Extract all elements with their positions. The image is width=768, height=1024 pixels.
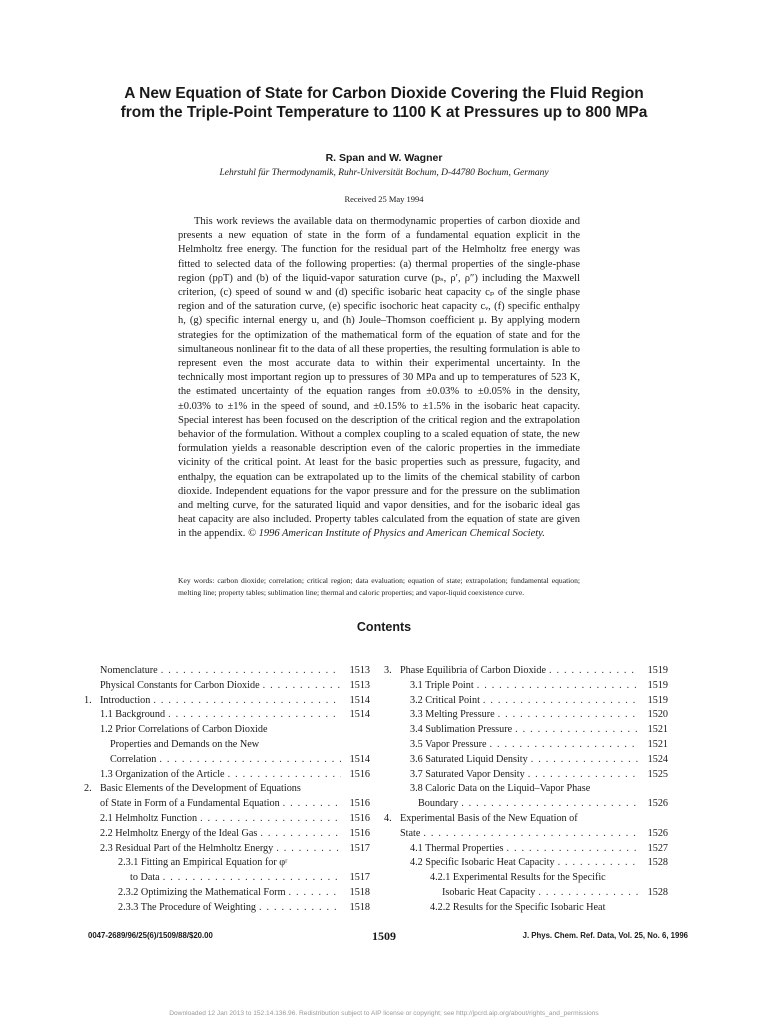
toc-entry-title: Properties and Demands on the New <box>110 738 260 750</box>
toc-entry-page: 1513 <box>349 665 370 676</box>
toc-leader-dots <box>168 708 341 723</box>
toc-right-column <box>384 664 668 916</box>
toc-entry-title: to Data <box>130 872 160 884</box>
keywords: Key words: carbon dioxide; correlation; critical region; data evaluation; equation of state; extrapolation; fundamental equation; melting line; property tables; sublimation line; thermal and caloric properties; and vapor-liquid coexistence curve. <box>178 576 580 597</box>
toc-entry-number: 4. <box>384 812 392 824</box>
toc-entry-title: 2.3.3 The Procedure of Weighting <box>118 901 257 913</box>
article-title <box>40 84 728 122</box>
toc-entry-title: 3.2 Critical Point <box>410 694 480 706</box>
toc-entry <box>84 782 370 797</box>
toc-leader-dots <box>461 797 639 812</box>
journal-citation: J. Phys. Chem. Ref. Data, Vol. 25, No. 6, 1996 <box>522 931 688 940</box>
toc-entry <box>84 723 370 738</box>
toc-left-column <box>84 664 370 916</box>
footer-code: 0047-2689/96/25(6)/1509/88/$20.00 <box>88 931 213 940</box>
toc-entry-number: 1. <box>84 694 92 706</box>
toc-leader-dots <box>161 664 341 679</box>
toc-entry <box>84 812 370 827</box>
toc-entry-number: 3. <box>384 665 392 676</box>
toc-entry <box>84 856 370 871</box>
toc-entry-page: 1518 <box>349 886 370 898</box>
toc-entry-page: 1514 <box>349 694 370 706</box>
toc-entry-title: 4.2.1 Experimental Results for the Specific <box>430 872 606 884</box>
toc-entry-title: of State in Form of a Fundamental Equation <box>100 798 280 810</box>
toc-leader-dots <box>423 827 639 842</box>
toc-entry-title: 3.3 Melting Pressure <box>410 709 495 721</box>
toc-entry-page: 1520 <box>647 709 668 721</box>
toc-entry <box>384 768 668 783</box>
toc-leader-dots <box>477 679 639 694</box>
toc-entry <box>84 738 370 753</box>
toc-entry <box>84 708 370 723</box>
toc-entry <box>384 694 668 709</box>
toc-entry-page: 1526 <box>647 798 668 810</box>
toc-entry <box>384 664 668 679</box>
toc-leader-dots <box>228 768 341 783</box>
toc-leader-dots <box>263 679 341 694</box>
toc-leader-dots <box>483 694 639 709</box>
toc-entry <box>384 842 668 857</box>
toc-entry-page: 1516 <box>349 827 370 839</box>
toc-entry-title: Isobaric Heat Capacity <box>442 886 536 898</box>
toc-leader-dots <box>531 753 639 768</box>
toc-entry <box>384 901 668 916</box>
toc-entry <box>84 664 370 679</box>
toc-entry <box>84 842 370 857</box>
toc-leader-dots <box>163 871 341 886</box>
abstract <box>178 215 580 542</box>
toc-entry-title: 3.1 Triple Point <box>410 679 474 691</box>
download-notice: Downloaded 12 Jan 2013 to 152.14.136.96. Redistribution subject to AIP license or copyright; see http://jpcrd.aip.org/about/rights_and_permissions <box>169 1010 599 1017</box>
toc-entry <box>84 679 370 694</box>
toc-entry <box>84 886 370 901</box>
toc-entry <box>384 782 668 797</box>
toc-entry-page: 1519 <box>647 665 668 676</box>
toc-entry <box>84 694 370 709</box>
toc-entry-title: 3.6 Saturated Liquid Density <box>410 753 528 765</box>
received-date: Received 25 May 1994 <box>344 194 424 204</box>
toc-entry-page: 1518 <box>349 901 370 913</box>
toc-entry <box>84 768 370 783</box>
toc-entry-page: 1517 <box>349 872 370 884</box>
toc-entry <box>84 827 370 842</box>
toc-leader-dots <box>538 886 639 901</box>
authors: R. Span and W. Wagner <box>325 152 443 164</box>
toc-entry-title: 3.7 Saturated Vapor Density <box>410 768 525 780</box>
toc-leader-dots <box>276 842 341 857</box>
toc-entry-title: 2.3.1 Fitting an Empirical Equation for φʳ <box>118 857 288 869</box>
contents-heading: Contents <box>356 620 412 634</box>
toc-leader-dots <box>498 708 639 723</box>
toc-entry <box>384 738 668 753</box>
toc-entry-title: 1.2 Prior Correlations of Carbon Dioxide <box>100 724 268 736</box>
toc-entry-page: 1514 <box>349 753 370 765</box>
toc-entry <box>384 753 668 768</box>
toc-entry-title: Introduction <box>100 694 151 706</box>
toc-entry <box>384 679 668 694</box>
toc-entry-title: 2.3 Residual Part of the Helmholtz Energy <box>100 842 274 854</box>
toc-entry-title: Boundary <box>418 798 459 810</box>
toc-entry <box>384 871 668 886</box>
toc-leader-dots <box>558 856 639 871</box>
toc-entry <box>84 753 370 768</box>
toc-entry <box>384 827 668 842</box>
toc-leader-dots <box>260 827 341 842</box>
toc-entry-title: 4.1 Thermal Properties <box>410 842 504 854</box>
toc-leader-dots <box>506 842 639 857</box>
toc-leader-dots <box>159 753 341 768</box>
toc-entry-page: 1516 <box>349 812 370 824</box>
toc-entry <box>84 797 370 812</box>
toc-entry-title: Nomenclature <box>100 665 158 676</box>
toc-entry-title: 2.1 Helmholtz Function <box>100 812 198 824</box>
toc-entry-page: 1528 <box>647 886 668 898</box>
toc-leader-dots <box>200 812 341 827</box>
toc-leader-dots <box>153 694 341 709</box>
toc-entry-page: 1516 <box>349 798 370 810</box>
toc-entry-title: Correlation <box>110 753 157 765</box>
toc-leader-dots <box>549 664 639 679</box>
page-number: 1509 <box>372 929 396 943</box>
toc-leader-dots <box>490 738 640 753</box>
toc-entry-page: 1528 <box>647 857 668 869</box>
toc-entry-title: 4.2 Specific Isobaric Heat Capacity <box>410 857 555 869</box>
toc-entry-page: 1519 <box>647 679 668 691</box>
toc-entry-title: 1.3 Organization of the Article <box>100 768 225 780</box>
abstract-text: This work reviews the available data on thermodynamic properties of carbon dioxide and presents a new equation of state in the form of a fundamental equation explicit in the Helmholtz free energy. The function for the residual part of the Helmholtz free energy was fitted to selected data of the following properties: (a) thermal properties of the single-phase region (pρT) and (b) of the liquid-vapor saturation curve (pₛ, ρ′, ρ″) including the Maxwell criterion, (c) speed of sound w and (d) specific isobaric heat capacity cₚ of the single phase region and of the saturation curve, (e) specific isochoric heat capacity cᵥ, (f) specific enthalpy h, (g) specific internal energy u, and (h) Joule–Thomson coefficient μ. By applying modern strategies for the optimization of the mathematical form of the equation of state and for the simultaneous nonlinear fit to the data of all these properties, the resulting formulation is able to represent even the most accurate data to within their experimental uncertainty. In the technically most important region up to pressures of 30 MPa and up to temperatures of 523 K, the estimated uncertainty of the equation ranges from ±0.03% to ±0.05% in the density, ±0.03% to ±1% in the speed of sound, and ±0.15% to ±1.5% in the isobaric heat capacity. Special interest has been focused on the description of the critical region and the extrapolation behavior of the formulation. Without a complex coupling to a scaled equation of state, the new formulation yields a reasonable description even of the caloric properties in the immediate vicinity of the critical point. At least for the basic properties such as pressure, fugacity, and enthalpy, the equation can be extrapolated up to the limits of the chemical stability of carbon dioxide. Independent equations for the vapor pressure and for the pressure on the sublimation and melting curve, for the saturated liquid and vapor densities, and for the isobaric ideal gas heat capacity are also included. Property tables calculated from the equation of state are given in the appendix. <box>178 216 580 540</box>
toc-entry <box>384 708 668 723</box>
toc-entry-title: 4.2.2 Results for the Specific Isobaric Heat <box>430 901 606 913</box>
toc-entry-title: Physical Constants for Carbon Dioxide <box>100 679 260 691</box>
toc-entry-page: 1517 <box>349 842 370 854</box>
toc-leader-dots <box>283 797 341 812</box>
toc-entry-title: 3.4 Sublimation Pressure <box>410 724 513 736</box>
toc-entry-title: 3.5 Vapor Pressure <box>410 738 487 750</box>
toc-entry-title: 3.8 Caloric Data on the Liquid–Vapor Phase <box>410 783 591 795</box>
affiliation: Lehrstuhl für Thermodynamik, Ruhr-Universität Bochum, D-44780 Bochum, Germany <box>219 168 549 178</box>
title-line-2: from the Triple-Point Temperature to 1100 K at Pressures up to 800 MPa <box>120 104 648 121</box>
toc-entry-title: Experimental Basis of the New Equation of <box>400 812 578 824</box>
toc-entry-page: 1513 <box>349 679 370 691</box>
toc-entry <box>84 871 370 886</box>
toc-leader-dots <box>515 723 639 738</box>
toc-entry-title: 2.3.2 Optimizing the Mathematical Form <box>118 886 286 898</box>
toc-entry-number: 2. <box>84 783 92 795</box>
abstract-copyright: © 1996 American Institute of Physics and American Chemical Society. <box>247 528 545 540</box>
toc-entry-page: 1519 <box>647 694 668 706</box>
toc-entry <box>384 886 668 901</box>
toc-entry <box>384 812 668 827</box>
toc-entry-title: Phase Equilibria of Carbon Dioxide <box>400 665 546 676</box>
toc-entry-page: 1525 <box>647 768 668 780</box>
toc-entry <box>384 856 668 871</box>
toc-entry-page: 1516 <box>349 768 370 780</box>
toc-entry-title: 1.1 Background <box>100 709 166 721</box>
toc-entry-title: State <box>400 827 421 839</box>
toc-entry-title: 2.2 Helmholtz Energy of the Ideal Gas <box>100 827 258 839</box>
toc-entry-page: 1527 <box>647 842 668 854</box>
toc-entry-page: 1524 <box>647 753 668 765</box>
toc-leader-dots <box>259 901 341 916</box>
toc-entry-page: 1521 <box>647 738 668 750</box>
toc-entry <box>384 797 668 812</box>
toc-leader-dots <box>528 768 639 783</box>
toc-entry-page: 1514 <box>349 709 370 721</box>
toc-entry-page: 1521 <box>647 724 668 736</box>
toc-entry <box>384 723 668 738</box>
toc-leader-dots <box>289 886 342 901</box>
toc-entry-page: 1526 <box>647 827 668 839</box>
title-line-1: A New Equation of State for Carbon Dioxide Covering the Fluid Region <box>124 85 644 102</box>
toc-entry-title: Basic Elements of the Development of Equations <box>100 783 301 795</box>
toc-entry <box>84 901 370 916</box>
